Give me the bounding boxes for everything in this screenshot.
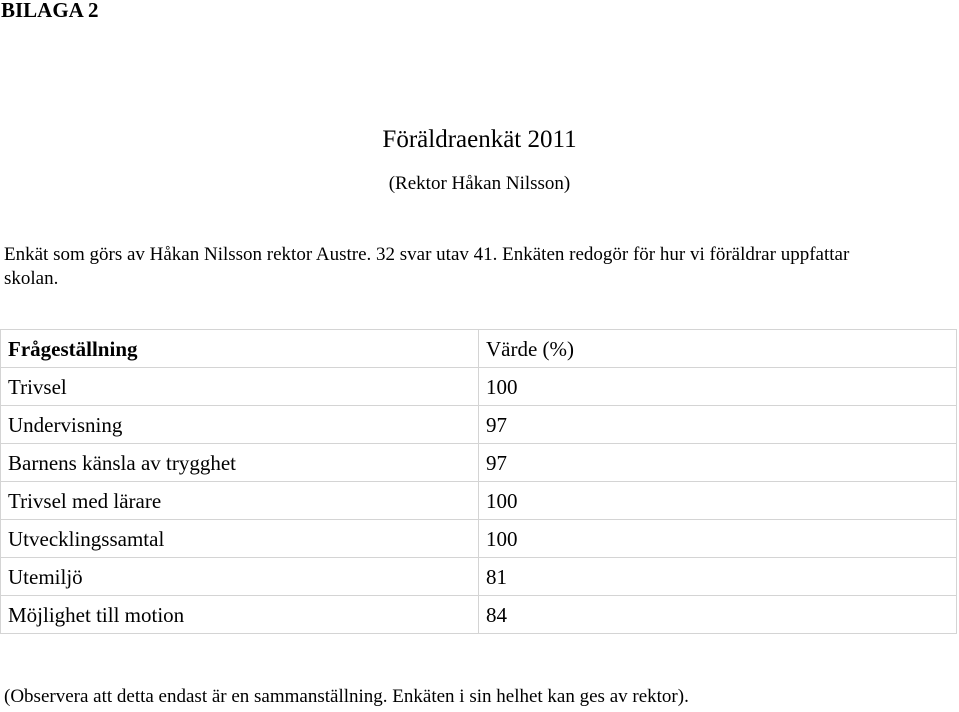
row-value: 100 (479, 482, 957, 520)
table-row (1, 444, 957, 482)
table-row (1, 482, 957, 520)
row-value: 84 (479, 596, 957, 634)
table-row (1, 406, 957, 444)
column-header-value: Värde (%) (479, 330, 957, 368)
intro-paragraph: Enkät som görs av Håkan Nilsson rektor Austre. 32 svar utav 41. Enkäten redogör för hur vi föräldrar uppfattar skolan. (4, 244, 850, 289)
row-value: 97 (479, 406, 957, 444)
table-row (1, 558, 957, 596)
row-question: Trivsel (1, 368, 479, 406)
row-value: 97 (479, 444, 957, 482)
table-row (1, 368, 957, 406)
row-value: 100 (479, 520, 957, 558)
table-header-row (1, 330, 957, 368)
row-question: Barnens känsla av trygghet (1, 444, 479, 482)
row-question: Utemiljö (1, 558, 479, 596)
table-row (1, 520, 957, 558)
page-title: Föräldraenkät 2011 (382, 126, 577, 153)
page-subtitle: (Rektor Håkan Nilsson) (388, 173, 571, 194)
results-table (0, 329, 957, 634)
table-row (1, 596, 957, 634)
row-value: 100 (479, 368, 957, 406)
row-question: Utvecklingssamtal (1, 520, 479, 558)
row-question: Möjlighet till motion (1, 596, 479, 634)
row-value: 81 (479, 558, 957, 596)
row-question: Undervisning (1, 406, 479, 444)
appendix-label: BILAGA 2 (1, 0, 99, 22)
footnote: (Observera att detta endast är en sammanställning. Enkäten i sin helhet kan ges av rektor). (4, 686, 689, 707)
row-question: Trivsel med lärare (1, 482, 479, 520)
column-header-question: Frågeställning (1, 330, 479, 368)
